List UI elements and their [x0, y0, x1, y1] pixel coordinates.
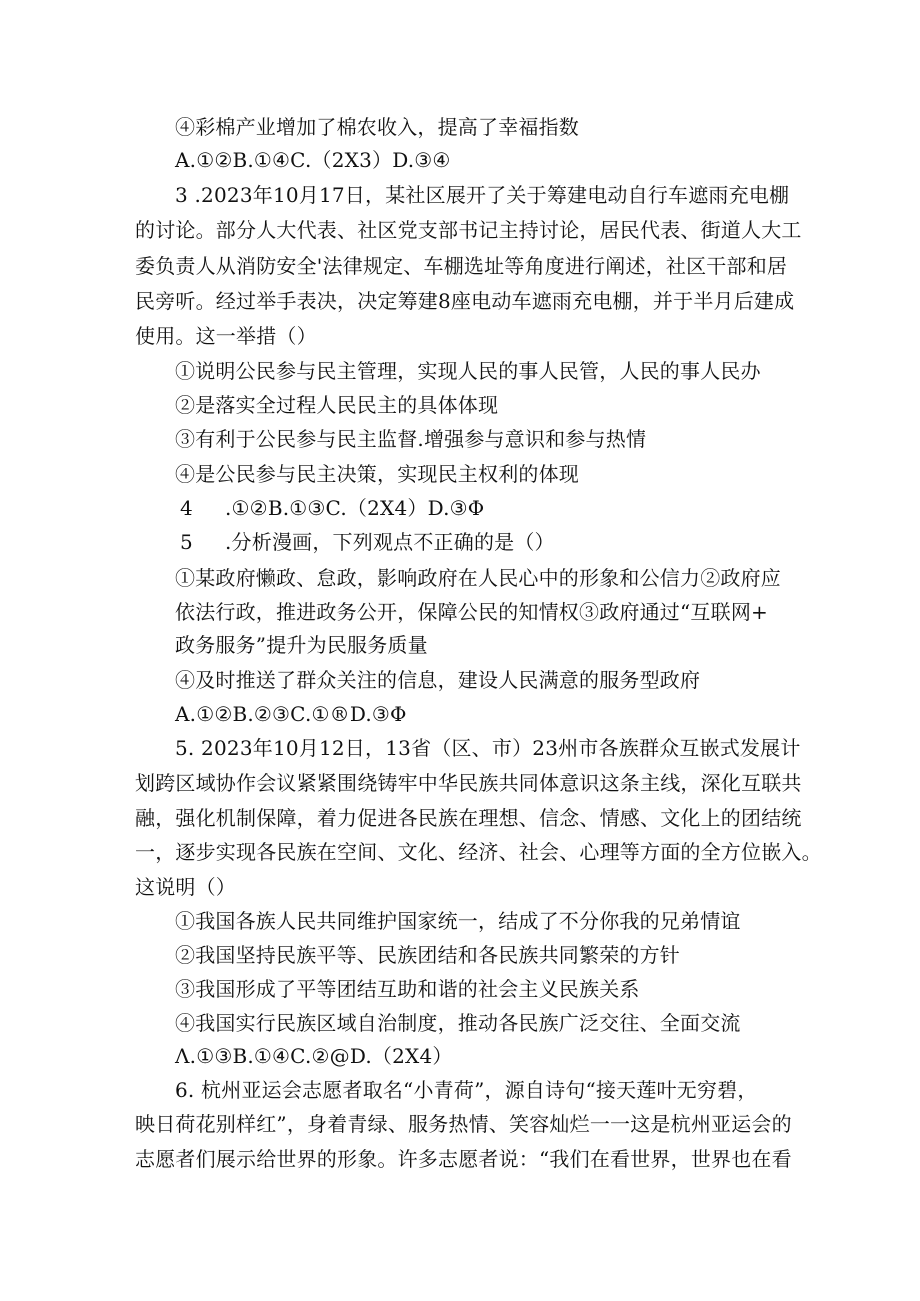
option-line: ②我国坚持民族平等、民族团结和各民族共同繁荣的方针	[175, 943, 680, 967]
text-line: 的讨论。部分人大代表、社区党支部书记主持讨论，居民代表、街道人大工	[135, 218, 802, 242]
option-line: ①某政府懒政、怠政，影响政府在人民心中的形象和公信力②政府应	[175, 566, 781, 590]
text-line: 使用。这一举措（）	[135, 324, 317, 348]
text-line: 融，强化机制保障，着力促进各民族在理想、信念、情感、文化上的团结统	[135, 806, 802, 830]
option-line: ①我国各族人民共同维护国家统一，结成了不分你我的兄弟情谊	[175, 909, 741, 933]
answer-options-line: .①②B.①③C.（2X4）D.③Φ	[225, 496, 485, 520]
question-5-stem: .分析漫画，下列观点不正确的是（）	[225, 530, 555, 554]
text-line: ④彩棉产业增加了棉农收入，提高了幸福指数	[175, 115, 579, 139]
option-line: ④我国实行民族区域自治制度，推动各民族广泛交往、全面交流	[175, 1011, 741, 1035]
question-5b-line: 5. 2023年10月12日，13省（区、市）23州市各族群众互嵌式发展计	[175, 736, 801, 760]
text-line: 委负责人从消防安全'法律规定、车棚选址等角度进行阐述，社区干部和居	[135, 254, 788, 278]
text-line: 政务服务”提升为民服务质量	[175, 633, 428, 657]
question-4-number: 4	[180, 496, 193, 520]
option-line: ③我国形成了平等团结互助和谐的社会主义民族关系	[175, 977, 640, 1001]
text-line: 一，逐步实现各民族在空间、文化、经济、社会、心理等方面的全方位嵌入。	[135, 840, 822, 864]
text-line: 民旁听。经过举手表决，决定筹建8座电动车遮雨充电棚，并于半月后建成	[135, 289, 795, 313]
option-line: ④是公民参与民主决策，实现民主权利的体现	[175, 462, 579, 486]
option-line: ④及时推送了群众关注的信息，建设人民满意的服务型政府	[175, 668, 701, 692]
text-line: 依法行政，推进政务公开，保障公民的知情权③政府通过“互联网+	[175, 600, 768, 624]
text-line: 志愿者们展示给世界的形象。许多志愿者说：“我们在看世界，世界也在看	[135, 1147, 792, 1171]
answer-options-line: Λ.①③B.①④C.②@D.（2X4）	[175, 1044, 453, 1068]
answer-options-line: A.①②B.①④C.（2X3）D.③④	[175, 148, 451, 172]
option-line: ③有利于公民参与民主监督.增强参与意识和参与热情	[175, 427, 647, 451]
question-3-line: 3 .2023年10月17日，某社区展开了关于筹建电动自行车遮雨充电棚	[175, 183, 790, 207]
answer-options-line: A.①②B.②③C.①®D.③Φ	[175, 702, 407, 726]
text-line: 映日荷花别样红”，身着青绿、服务热情、笑容灿烂一一这是杭州亚运会的	[135, 1112, 792, 1136]
text-line: 这说明（）	[135, 875, 236, 899]
text-line: 划跨区域协作会议紧紧围绕铸牢中华民族共同体意识这条主线，深化互联共	[135, 771, 802, 795]
option-line: ①说明公民参与民主管理，实现人民的事人民管，人民的事人民办	[175, 359, 761, 383]
question-6-line: 6. 杭州亚运会志愿者取名“小青荷”，源自诗句“接天莲叶无穷碧，	[175, 1078, 758, 1102]
question-5-number: 5	[180, 530, 193, 554]
option-line: ②是落实全过程人民民主的具体体现	[175, 393, 499, 417]
